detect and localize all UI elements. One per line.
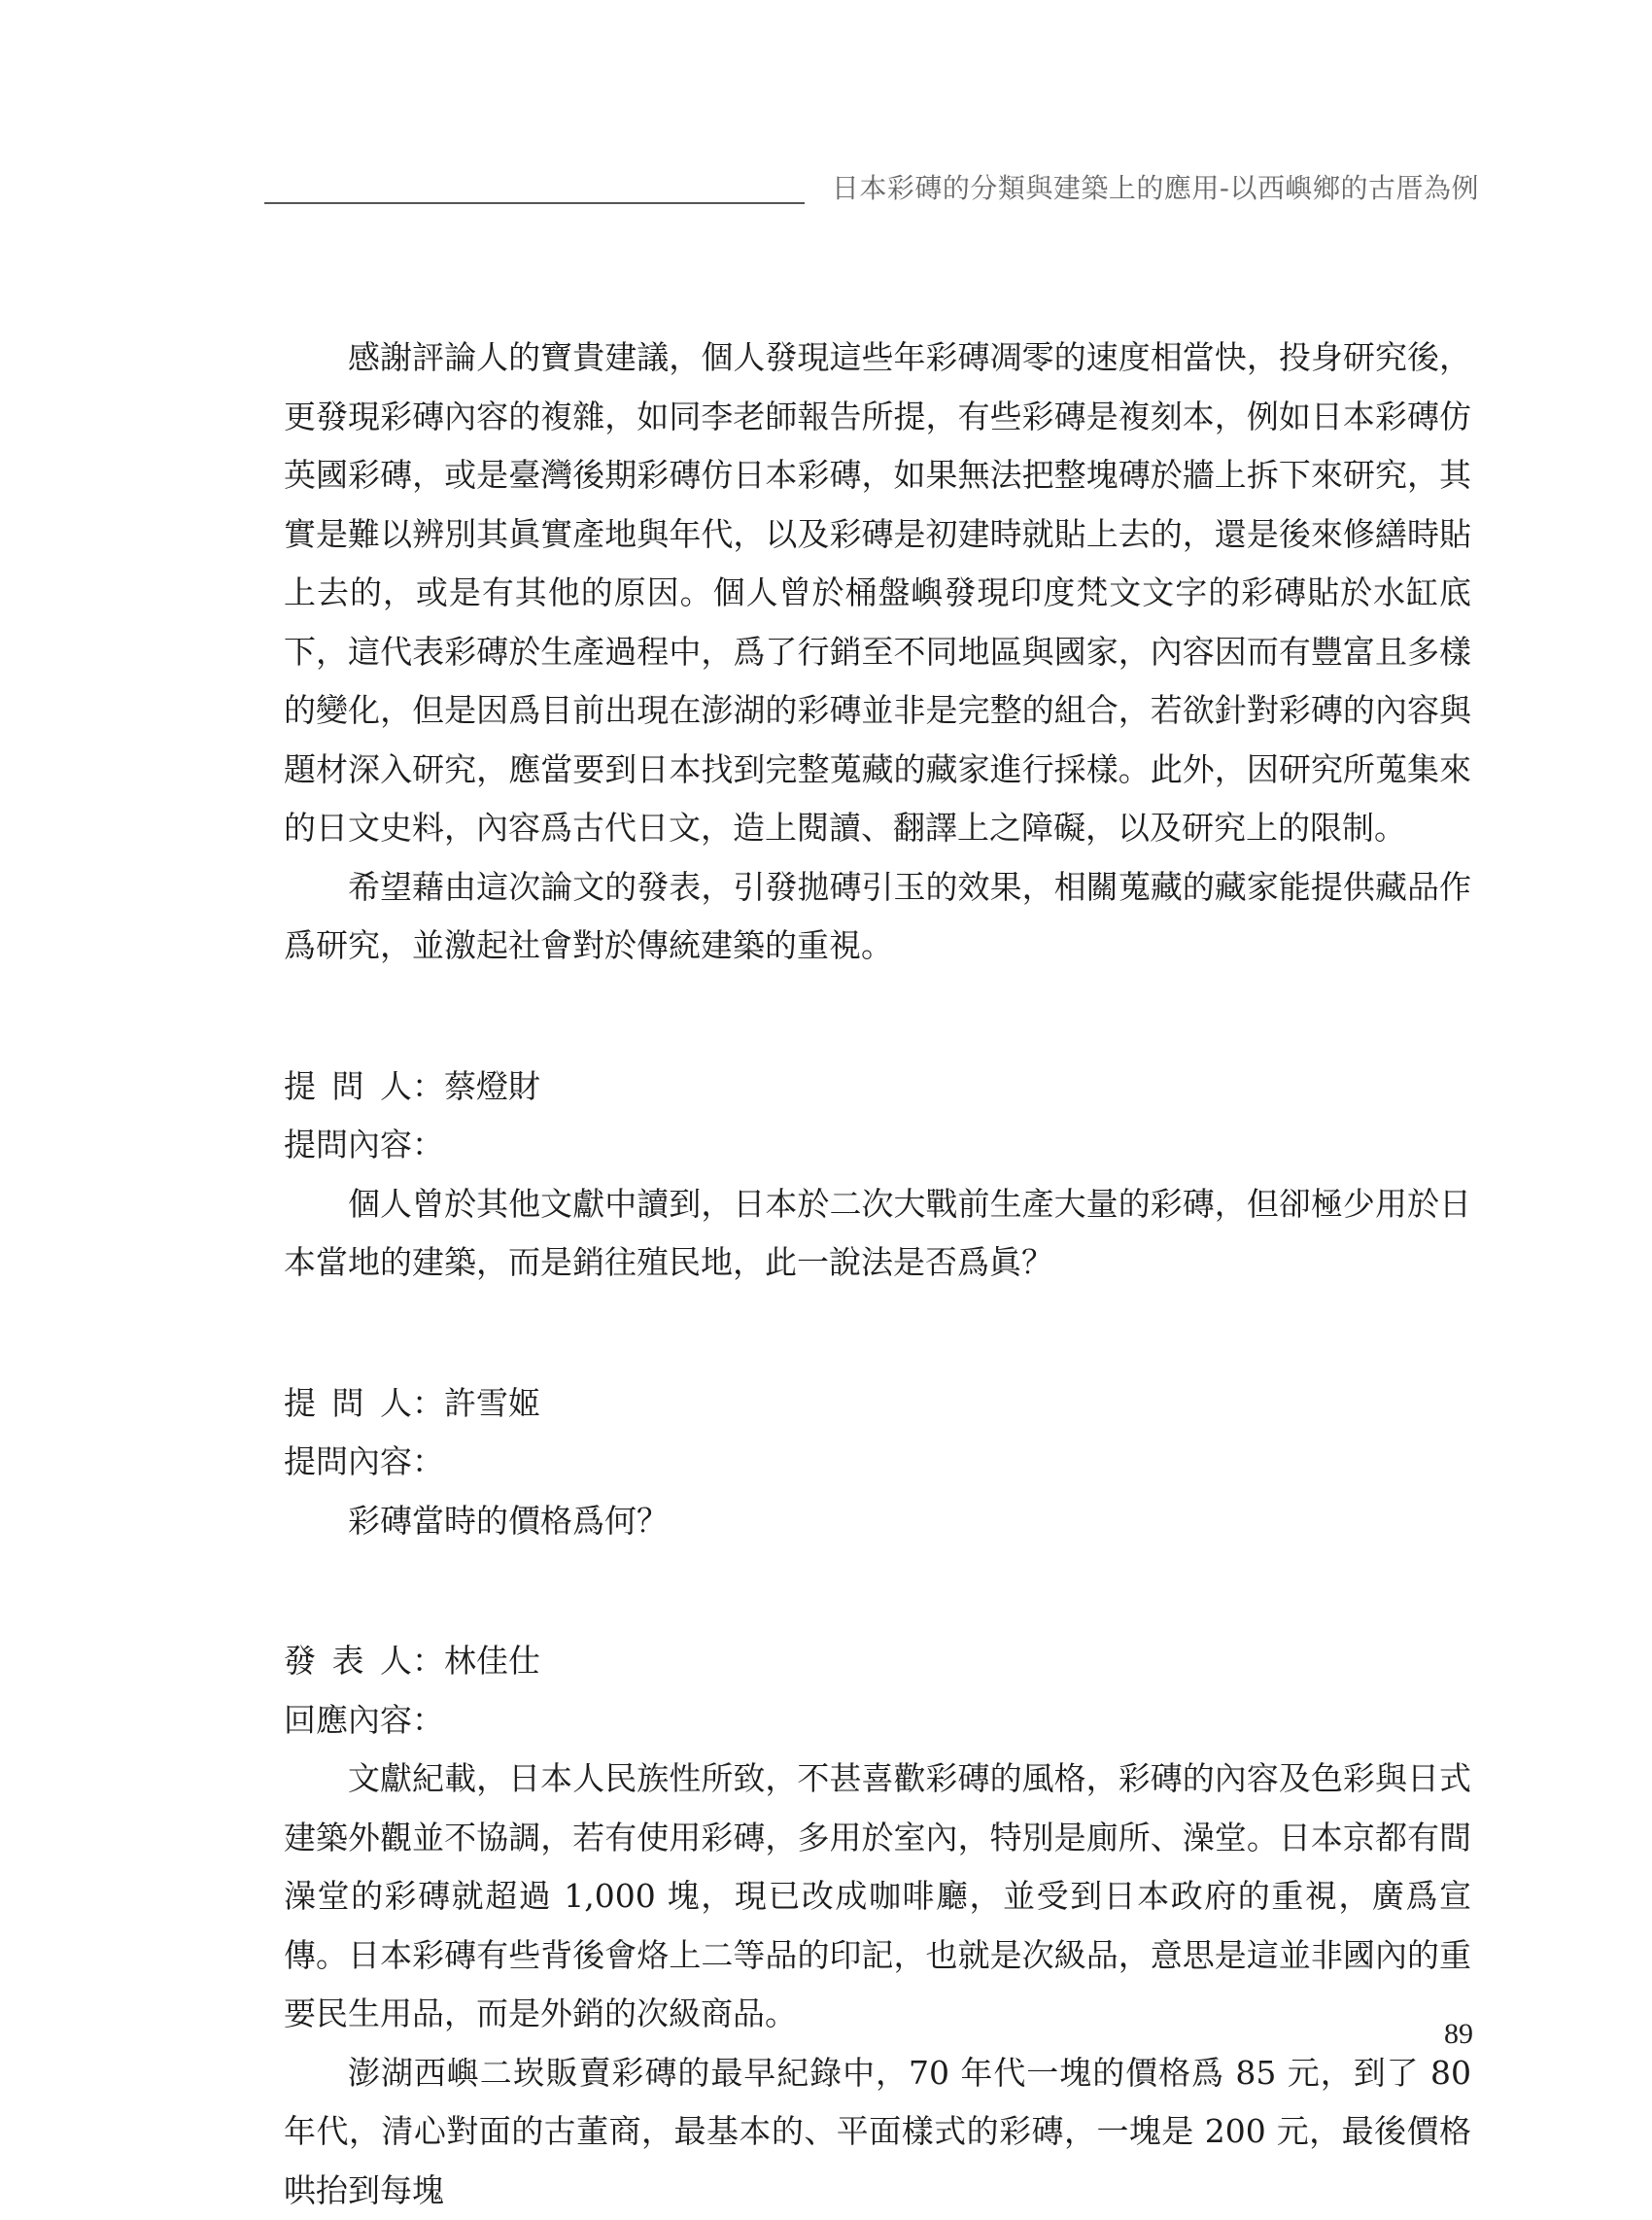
body-text [284, 329, 1471, 2220]
question-content-label: 提問內容： [284, 1116, 1471, 1175]
questioner-name: ：蔡燈財 [412, 1067, 540, 1105]
paragraph-response-intro: 感謝評論人的寶貴建議，個人發現這些年彩磚凋零的速度相當快，投身研究後，更發現彩磚內容的複雜，如同李老師報告所提，有些彩磚是複刻本，例如日本彩磚仿英國彩磚，或是臺灣後期彩磚仿日本彩磚，如果無法把整塊磚於牆上拆下來研究，其實是難以辨別其眞實產地與年代，以及彩磚是初建時就貼上去的，還是後來修繕時貼上去的，或是有其他的原因。個人曾於桶盤嶼發現印度梵文文字的彩磚貼於水缸底下，這代表彩磚於生產過程中，爲了行銷至不同地區與國家，內容因而有豐富且多樣的變化，但是因爲目前出現在澎湖的彩磚並非是完整的組合，若欲針對彩磚的內容與題材深入研究，應當要到日本找到完整蒐藏的藏家進行採樣。此外，因研究所蒐集來的日文史料，內容爲古代日文，造上閱讀、翻譯上之障礙，以及研究上的限制。 [284, 329, 1471, 858]
running-header [264, 167, 1479, 206]
answer-content-label: 回應內容： [284, 1691, 1471, 1751]
presenter-line [284, 1632, 1471, 1691]
questioner-label: 提問人 [284, 1058, 412, 1117]
presenter-label: 發表人 [284, 1632, 412, 1691]
header-title: 日本彩磚的分類與建築上的應用-以西嶼鄉的古厝為例 [818, 167, 1479, 206]
question-content-label: 提問內容： [284, 1433, 1471, 1492]
question-content: 個人曾於其他文獻中讀到，日本於二次大戰前生產大量的彩磚，但卻極少用於日本當地的建築，而是銷往殖民地，此一說法是否爲眞？ [284, 1175, 1471, 1293]
question-block-1 [284, 1058, 1471, 1293]
answer-paragraph: 澎湖西嶼二崁販賣彩磚的最早紀錄中，70 年代一塊的價格爲 85 元，到了 80 年代，清心對面的古董商，最基本的、平面樣式的彩磚，一塊是 200 元，最後價格哄抬到每塊 [284, 2044, 1471, 2220]
presenter-name: ：林佳仕 [412, 1642, 540, 1680]
questioner-line [284, 1058, 1471, 1117]
questioner-name: ：許雪姬 [412, 1384, 540, 1422]
question-content: 彩磚當時的價格爲何？ [284, 1492, 1471, 1551]
header-rule [264, 202, 805, 204]
answer-block [284, 1632, 1471, 2220]
page-number: 89 [1444, 2018, 1473, 2051]
answer-paragraph: 文獻紀載，日本人民族性所致，不甚喜歡彩磚的風格，彩磚的內容及色彩與日式建築外觀並不協調，若有使用彩磚，多用於室內，特別是廁所、澡堂。日本京都有間澡堂的彩磚就超過 1,000 塊，現已改成咖啡廳，並受到日本政府的重視，廣爲宣傳。日本彩磚有些背後會烙上二等品的印記，也就是次級品，意思是這並非國內的重要民生用品，而是外銷的次級商品。 [284, 1750, 1471, 2044]
question-block-2 [284, 1374, 1471, 1551]
paragraph-closing-hope: 希望藉由這次論文的發表，引發拋磚引玉的效果，相關蒐藏的藏家能提供藏品作爲研究，並激起社會對於傳統建築的重視。 [284, 858, 1471, 976]
questioner-label: 提問人 [284, 1374, 412, 1434]
questioner-line [284, 1374, 1471, 1434]
